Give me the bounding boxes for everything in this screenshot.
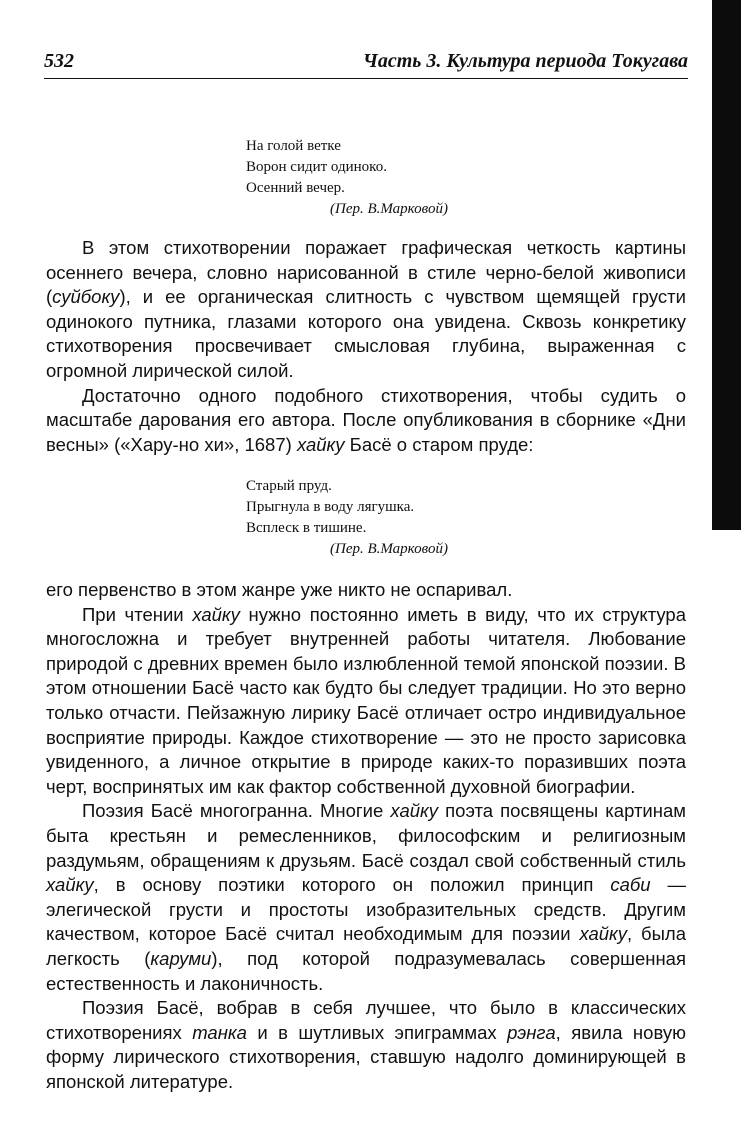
term-italic: хайку xyxy=(579,923,628,945)
page-header xyxy=(44,48,688,74)
translator-credit: (Пер. В.Марковой) xyxy=(330,201,448,217)
paragraph-text: нужно постоянно иметь в виду, что их структура многосложна и требует внутренней работы читателя. Любование природой с древних времен было излюбленной темой японской поэзии. В этом отношении Басё часто как будто бы следует традиции. Но это верно только отчасти. Пейзажную лирику Басё отличает остро индивидуальное восприятие природы. Каждое стихотворение — это не просто зарисовка увиденного, а личное открытие в природе каких-то поразивших поэта черт, воспринятых им как фактор собственной духовной биографии. xyxy=(46,603,686,797)
paragraph-text: , в основу поэтики которого он положил принцип xyxy=(93,874,611,896)
paragraph-text: В этом стихотворении поражает графическая четкость картины осеннего вечера, словно нарисованной в стиле черно-белой живописи ( xyxy=(46,237,686,308)
paragraph: его первенство в этом жанре уже никто не оспаривал. xyxy=(46,579,513,600)
paragraph-text: Поэзия Басё многогранна. Многие xyxy=(82,800,391,822)
page-number: 532 xyxy=(44,50,74,72)
paragraph xyxy=(46,996,686,1094)
paragraph xyxy=(46,799,686,996)
poem-crow xyxy=(246,136,448,220)
translator-credit: (Пер. В.Марковой) xyxy=(330,541,448,557)
paragraph-text: Достаточно одного подобного стихотворения, чтобы судить о масштабе дарования его автора. После опубликования в сборнике «Дни весны» («Хару-но хи», 1687) xyxy=(46,384,686,455)
paragraph-text: При чтении xyxy=(82,603,193,625)
paragraph xyxy=(46,236,686,384)
term-italic: хайку xyxy=(46,874,94,896)
term-italic: саби xyxy=(610,874,651,896)
header-rule xyxy=(44,78,688,79)
text-block-lower xyxy=(46,578,686,1094)
paragraph-text: поэта посвящены картинам быта крестьян и ремесленников, философским и религиозным раздумьям, обращениям к друзьям. Басё создал свой собственный стиль xyxy=(46,800,686,871)
poem-line: На голой ветке xyxy=(246,138,341,154)
paragraph-text: , явила новую форму лирического стихотворения, ставшую надолго доминирующей в японской литературе. xyxy=(46,1021,686,1092)
term-italic: каруми xyxy=(150,947,212,969)
paragraph-text: и в шутливых эпиграммах xyxy=(246,1021,508,1043)
poem-line: Осенний вечер. xyxy=(246,180,345,196)
term-italic: танка xyxy=(192,1021,247,1043)
paragraph-text: Поэзия Басё, вобрав в себя лучшее, что было в классических стихотворениях xyxy=(46,997,686,1043)
running-title: Часть 3. Культура периода Токугава xyxy=(362,50,688,72)
term-italic: хайку xyxy=(296,433,345,455)
paragraph-text: — элегической грусти и простоты изобразительных средств. Другим качеством, которое Басё считал необходимым для поэзии xyxy=(46,874,687,945)
poem-line: Ворон сидит одиноко. xyxy=(246,159,387,175)
poem-line: Прыгнула в воду лягушка. xyxy=(246,499,415,515)
paragraph-text: Басё о старом пруде: xyxy=(344,433,534,455)
paragraph-text: ), под которой подразумевалась совершенная естественность и лаконичность. xyxy=(46,947,686,994)
paragraph-text: ), и ее органическая слитность с чувством щемящей грусти одинокого путника, глазами которого она увидена. Сквозь конкретику стихотворения просвечивает смысловая глубина, выраженная с огромной лирической силой. xyxy=(46,286,686,381)
poem-line: Всплеск в тишине. xyxy=(246,520,367,536)
poem-line: Старый пруд. xyxy=(246,478,332,494)
term-italic: хайку xyxy=(390,800,439,822)
text-block-upper xyxy=(46,236,686,457)
term-italic: хайку xyxy=(192,603,240,625)
scan-edge-shadow xyxy=(712,0,741,530)
paragraph xyxy=(46,603,686,800)
paragraph-text: , была легкость ( xyxy=(46,923,686,969)
poem-old-pond xyxy=(246,476,448,560)
term-italic: суйбоку xyxy=(52,286,120,308)
paragraph xyxy=(46,384,686,458)
term-italic: рэнга xyxy=(507,1021,556,1043)
